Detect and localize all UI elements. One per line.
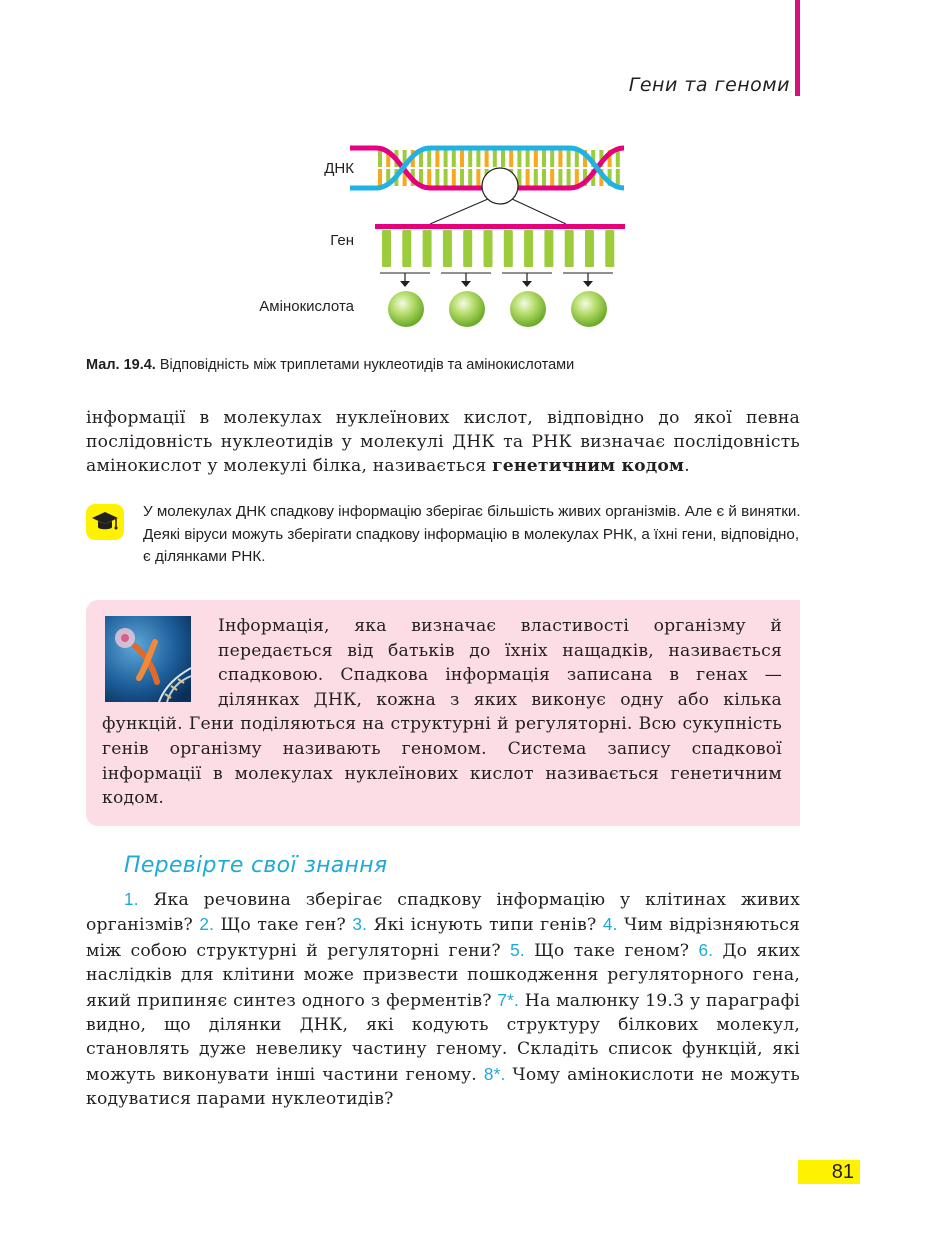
- dna-gene-figure: [230, 138, 650, 338]
- page-number: 81: [831, 1161, 854, 1183]
- graduation-cap-icon: [86, 504, 124, 540]
- dna-rung-top: [501, 150, 505, 167]
- question-number: 4.: [602, 914, 618, 935]
- question-number: 2.: [199, 914, 215, 935]
- gene-rung: [484, 230, 493, 267]
- question-text: На малюнку 19.3 у параграфі видно, що ділянки ДНК, які кодують структуру білкових молекул, становлять дуже невелику частину геному. Складіть список функцій, які можуть виконувати інші частини геному.: [86, 990, 800, 1085]
- question-text: Яка речовина зберігає спадкову інформацію у клітинах живих організмів?: [86, 890, 800, 936]
- dna-rung-top: [509, 150, 513, 167]
- note-text: У молекулах ДНК спадкову інформацію зберігає більшість живих організмів. Але є й винятки. Деякі віруси можуть зберігати спадкову інформацію в молекулах РНК, а їхні гени, відповідно, є ділянками РНК.: [143, 503, 801, 565]
- dna-rung-top: [526, 150, 530, 167]
- main-paragraph-end: .: [684, 456, 690, 476]
- dna-rung-top: [567, 150, 571, 167]
- dna-rung-top: [534, 150, 538, 167]
- gene-rung: [463, 230, 472, 267]
- gene-rung: [402, 230, 411, 267]
- dna-rung-bottom: [435, 169, 439, 186]
- dna-rung-top: [468, 150, 472, 167]
- question-text: Чому амінокислоти не можуть кодуватися парами нуклеотидів?: [86, 1064, 800, 1110]
- dna-rung-bottom: [427, 169, 431, 186]
- amino-acid-sphere: [449, 291, 485, 327]
- dna-rung-bottom: [534, 169, 538, 186]
- dna-rung-top: [476, 150, 480, 167]
- gene-rung: [423, 230, 432, 267]
- dna-rung-top: [485, 150, 489, 167]
- dna-rung-top: [558, 150, 562, 167]
- amino-acid-sphere: [571, 291, 607, 327]
- gene-rung: [605, 230, 614, 267]
- question-number: 5.: [510, 939, 525, 960]
- main-paragraph: [86, 406, 800, 478]
- gene-rungs: [382, 230, 614, 267]
- zoom-line-left: [430, 199, 488, 224]
- dna-rung-bottom: [452, 169, 456, 186]
- question-text: До яких наслідків для клітини може призвести пошкодження регуляторного гена, який припиняє синтез одного з ферментів?: [86, 940, 801, 1011]
- gene-label: Ген: [330, 232, 354, 249]
- gene-rung: [524, 230, 533, 267]
- question-text: Що таке ген?: [214, 915, 353, 936]
- codon-groups: [380, 273, 613, 327]
- dna-rung-bottom: [558, 169, 562, 186]
- dna-rung-bottom: [378, 169, 382, 186]
- gene-rung: [585, 230, 594, 267]
- summary-image-spacer: [102, 614, 218, 710]
- codon-arrow-head: [583, 281, 593, 287]
- codon-arrow-head: [461, 281, 471, 287]
- question-text: Що таке геном?: [524, 940, 699, 961]
- magnifier-circle: [482, 168, 518, 204]
- dna-rung-top: [427, 150, 431, 167]
- dna-rung-bottom: [476, 169, 480, 186]
- question-number: 6.: [698, 939, 714, 960]
- figure-caption: [86, 357, 574, 373]
- amino-acid-sphere: [510, 291, 546, 327]
- dna-rung-bottom: [468, 169, 472, 186]
- dna-rung-bottom: [444, 169, 448, 186]
- gene-rung: [565, 230, 574, 267]
- dna-rung-bottom: [550, 169, 554, 186]
- caption-number: Мал. 19.4.: [86, 357, 156, 373]
- dna-rung-top: [452, 150, 456, 167]
- dna-rung-top: [550, 150, 554, 167]
- codon-arrow-head: [400, 281, 410, 287]
- dna-end-curves: [364, 148, 376, 188]
- question-number: 3.: [352, 914, 368, 935]
- dna-rung-top: [542, 150, 546, 167]
- dna-rung-bottom: [616, 169, 620, 186]
- gene-rung: [443, 230, 452, 267]
- dna-rung-bottom: [567, 169, 571, 186]
- question-number: 8*.: [483, 1063, 506, 1084]
- caption-text: Відповідність між триплетами нуклеотидів та амінокислотами: [159, 357, 575, 373]
- questions-paragraph: [86, 887, 800, 1112]
- dna-rung-top: [460, 150, 464, 167]
- amino-acid-sphere: [388, 291, 424, 327]
- dna-rung-bottom: [526, 169, 530, 186]
- question-text: Чим відрізняються між собою структурні й регуляторні гени?: [86, 915, 801, 961]
- dna-rung-top: [517, 150, 521, 167]
- gene-rung: [382, 230, 391, 267]
- summary-text: [102, 614, 782, 811]
- summary-text-content: Інформація, яка визначає властивості організму й передається від батьків до їхніх нащадків, називається спадковою. Спадкова інформація записана в генах — ділянках ДНК, кожна з яких виконує одну або кілька функцій. Гени поділяються на структурні й регуляторні. Всю сукупність генів організму називають геномом. Система запису спадкової інформації в молекулах нуклеїнових кислот називається генетичним кодом.: [102, 616, 782, 809]
- zoom-line-right: [512, 199, 566, 224]
- question-text: Які існують типи генів?: [367, 915, 603, 936]
- dna-label: ДНК: [324, 160, 354, 177]
- dna-rung-bottom: [460, 169, 464, 186]
- dna-rung-bottom: [542, 169, 546, 186]
- page-number-box: [798, 1160, 860, 1184]
- dna-rung-top: [378, 150, 382, 167]
- amino-acid-label: Амінокислота: [259, 298, 354, 315]
- question-number: 7*.: [497, 989, 520, 1010]
- running-head: Гени та геноми: [628, 74, 790, 96]
- page-edge-line: [795, 0, 800, 96]
- gene-strand: [375, 224, 625, 229]
- question-number: 1.: [124, 889, 139, 909]
- dna-rung-top: [616, 150, 620, 167]
- main-paragraph-text: інформації в молекулах нуклеїнових кислот, відповідно до якої певна послідовність нуклеотидів у молекулі ДНК та РНК визначає послідовність амінокислот у молекулі білка, називається: [86, 408, 800, 476]
- gene-rung: [544, 230, 553, 267]
- dna-rung-top: [435, 150, 439, 167]
- dna-rung-bottom: [575, 169, 579, 186]
- codon-arrow-head: [522, 281, 532, 287]
- dna-rung-top: [444, 150, 448, 167]
- main-paragraph-bold: генетичним кодом: [492, 456, 685, 476]
- dna-rung-top: [575, 150, 579, 167]
- section-title: Перевірте свої знання: [124, 853, 388, 878]
- gene-rung: [504, 230, 513, 267]
- dna-rung-top: [493, 150, 497, 167]
